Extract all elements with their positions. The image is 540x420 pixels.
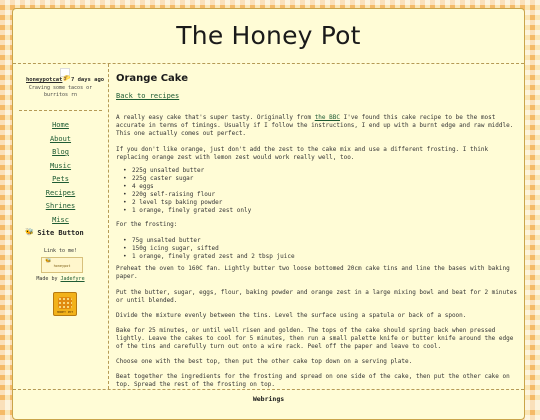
step-paragraph: Preheat the oven to 160C fan. Lightly butter two loose bottomed 20cm cake tins and line the bases with baking paper. [116,265,510,280]
recipe-title: Orange Cake [116,73,188,84]
badge-bee-icon: 🐝 [45,258,52,264]
intro-paragraph [116,114,518,138]
site-button-title: Site Button [37,229,84,237]
link-to-me-text: Link to me! [43,248,78,254]
sidebar-divider [108,64,109,389]
status-widget [13,64,108,110]
frosting-item: • 150g icing sugar, sifted [126,245,295,253]
nav-link-recipes[interactable]: Recipes [45,188,76,197]
sidebar [13,64,108,314]
made-by [13,276,108,282]
ingredient-item: • 1 orange, finely grated zest only [126,207,251,215]
ingredient-item: • 225g caster sugar [126,175,251,183]
site-button-heading [13,229,108,237]
badge-text: honeypot [53,264,71,268]
step-paragraph: Bake for 25 minutes, or until well risen and golden. The tops of the cake should spring back when pressed lightly. Leave the cakes to cool for 5 minutes, then run a small palette knife or butter knife around the edge of the tins and carefully turn out onto a wire rack. Peel off the paper and leave to cool. [116,327,514,350]
honey-pot-button[interactable] [53,292,77,316]
frosting-heading: For the frosting: [116,221,178,228]
honeycomb-icon [58,297,72,309]
status-message: Craving some tacos or burritos rn [28,85,93,98]
ingredients-list [126,167,251,215]
site-button-badge[interactable] [41,257,83,273]
nav-link-pets[interactable]: Pets [52,175,69,183]
nav-link-music[interactable]: Music [49,161,72,170]
ingredient-item: • 225g unsalted butter [126,167,251,175]
ingredient-item: • 2 level tsp baking powder [126,199,251,207]
step-paragraph: Divide the mixture evenly between the tins. Level the surface using a spatula or back of a spoon. [116,312,467,319]
ingredient-item: • 220g self-raising flour [126,191,251,199]
pot-caption: HONEY POT [56,310,74,314]
nav-link-blog[interactable]: Blog [52,148,69,156]
intro-text-start: A really easy cake that's super tasty. Originally from [116,114,315,121]
bee-icon: 🐝 [25,228,34,236]
webrings-heading: Webrings [252,395,285,403]
intro-text-end: I've found this cake recipe to be the most accurate in terms of timings. Usually if I follow the instructions, I end up with a burnt edge and raw middle. This one actually comes out perfect. [116,114,514,137]
note-paragraph: If you don't like orange, just don't add the zest to the cake mix and use a different frosting. I think replacing orange zest with lemon zest would work really well, too. [116,146,489,161]
site-title: The Honey Pot [176,21,361,50]
page-container [12,8,525,420]
step-paragraph: Choose one with the best top, then put the other cake top down on a serving plate. [116,358,413,365]
frosting-item: • 75g unsalted butter [126,237,295,245]
ingredient-item: • 4 eggs [126,183,251,191]
step-paragraph: Beat together the ingredients for the frosting and spread on one side of the cake, then put the other cake on top. Spread the rest of the frosting on top. [116,373,510,388]
footer-divider [13,389,524,390]
nav-link-misc[interactable]: Misc [52,215,69,224]
taco-icon: 🌮 [63,75,71,82]
made-by-label: Made by [36,276,58,282]
frosting-item: • 1 orange, finely grated zest and 2 tbsp juice [126,253,295,261]
bbc-link[interactable]: the BBC [314,114,340,121]
sidebar-nav [13,119,108,227]
frosting-list [126,237,295,261]
nav-link-shrines[interactable]: Shrines [45,202,76,210]
made-by-link[interactable]: Jadefyre [60,276,85,282]
back-to-recipes-link[interactable]: Back to recipes [116,92,180,100]
nav-link-home[interactable]: Home [52,121,69,129]
nav-link-about[interactable]: About [49,134,72,143]
status-username[interactable]: honeypotcat [26,77,63,83]
step-paragraph: Put the butter, sugar, eggs, flour, baking powder and orange zest in a large mixing bowl and beat for 2 minutes or until blended. [116,289,517,304]
status-divider [19,110,102,111]
status-time: 7 days ago [71,77,105,83]
